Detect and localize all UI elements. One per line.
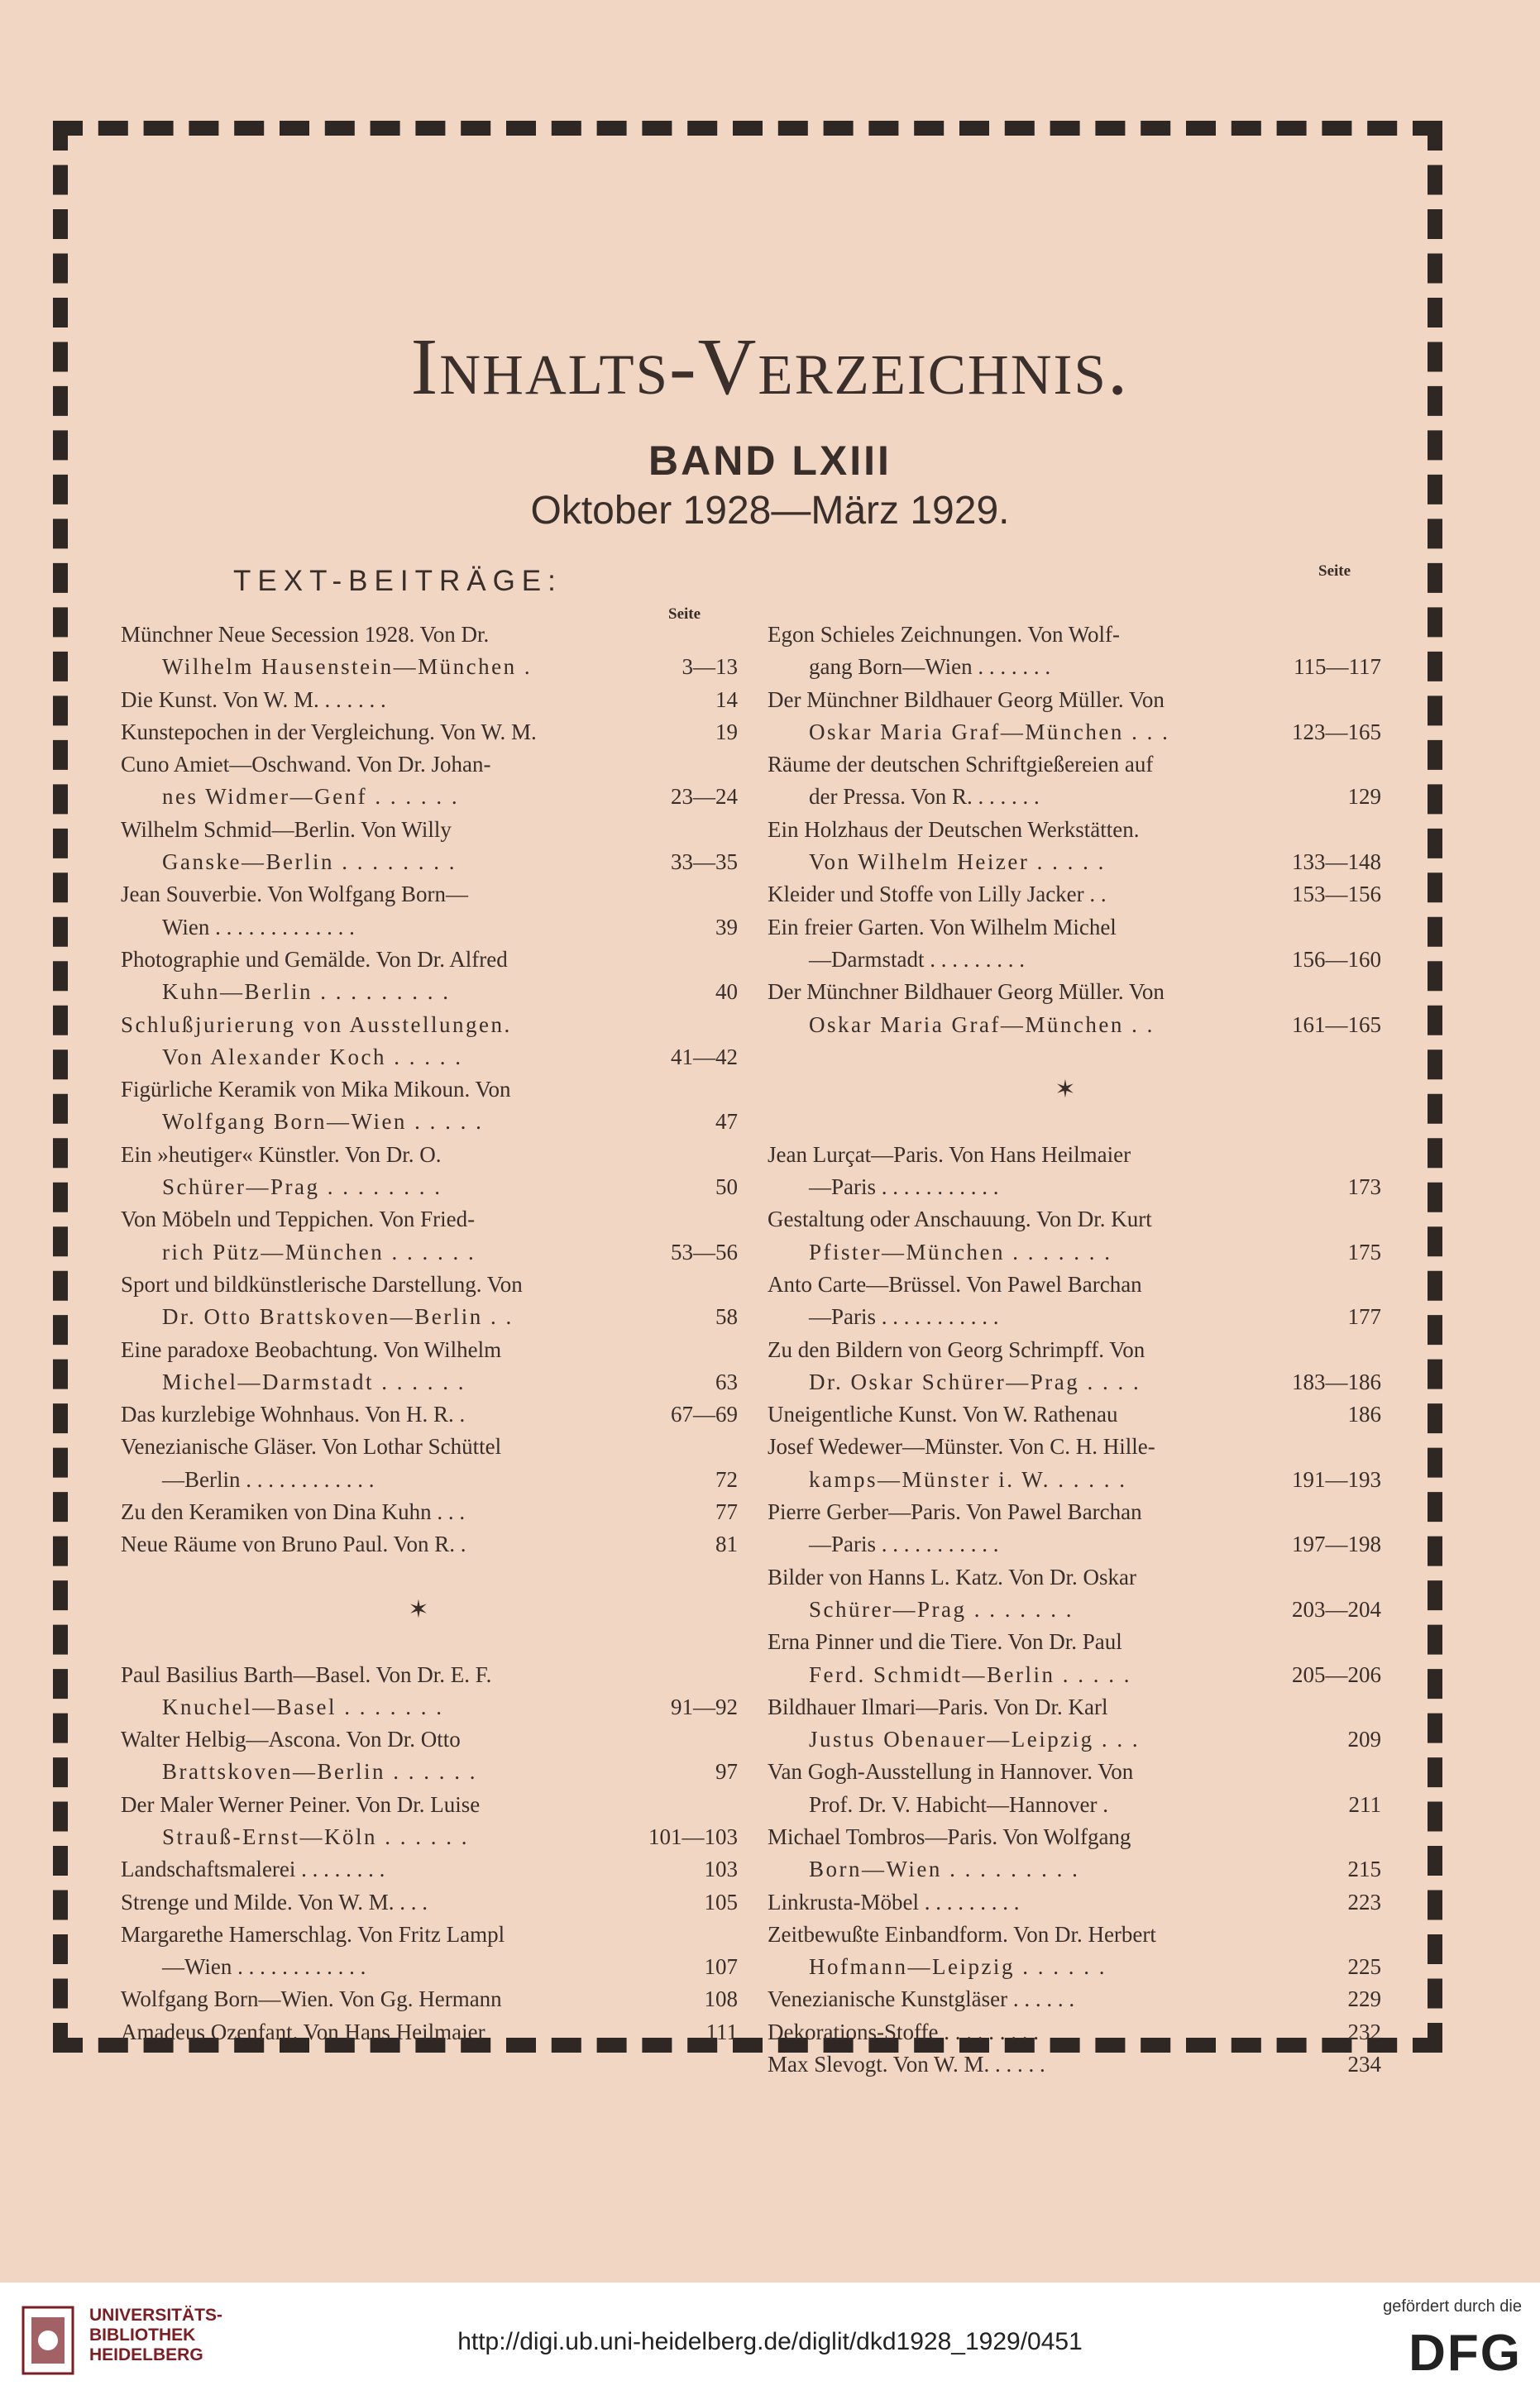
- toc-line: [121, 814, 738, 846]
- toc-entry-text: Erna Pinner und die Tiere. Von Dr. Paul: [768, 1629, 1122, 1655]
- toc-line: [121, 1398, 738, 1431]
- toc-page-number: 173: [1347, 1174, 1381, 1200]
- toc-entry-text: Kleider und Stoffe von Lilly Jacker . .: [768, 882, 1107, 907]
- toc-line: [768, 976, 1381, 1008]
- library-name: UNIVERSITÄTS- BIBLIOTHEK HEIDELBERG: [89, 2306, 223, 2364]
- toc-line: [121, 1886, 738, 1919]
- toc-entry-text: Figürliche Keramik von Mika Mikoun. Von: [121, 1077, 511, 1102]
- toc-entry-text: gang Born—Wien . . . . . . .: [809, 654, 1051, 680]
- toc-page-number: 197—198: [1292, 1532, 1381, 1557]
- dfg-logo: DFG: [1408, 2325, 1522, 2382]
- toc-entry-text: Gestaltung oder Anschauung. Von Dr. Kurt: [768, 1207, 1152, 1232]
- toc-line: [768, 878, 1381, 911]
- toc-line: [121, 651, 738, 683]
- toc-entry-text: Von Wilhelm Heizer . . . . .: [809, 849, 1106, 875]
- toc-line: [768, 684, 1381, 716]
- toc-entry-text: Schürer—Prag . . . . . . . .: [162, 1174, 442, 1200]
- funded-by-label: gefördert durch die: [1383, 2297, 1522, 2316]
- toc-entry-text: —Berlin . . . . . . . . . . . .: [162, 1466, 375, 1492]
- toc-page-number: 47: [715, 1109, 738, 1135]
- toc-line: [121, 944, 738, 976]
- toc-entry-text: Ein Holzhaus der Deutschen Werkstätten.: [768, 816, 1140, 842]
- toc-page-number: 234: [1347, 2052, 1381, 2077]
- blank-line: [121, 1626, 738, 1658]
- toc-line: [121, 1691, 738, 1723]
- toc-entry-text: Egon Schieles Zeichnungen. Von Wolf-: [768, 622, 1121, 647]
- toc-page-number: 191—193: [1292, 1466, 1381, 1492]
- toc-line: [768, 1886, 1381, 1919]
- toc-page-number: 91—92: [671, 1694, 738, 1719]
- toc-page-number: 209: [1347, 1727, 1381, 1752]
- page-title: Inhalts-Verzeichnis.: [410, 323, 1130, 412]
- toc-entry-text: —Paris . . . . . . . . . . .: [809, 1532, 999, 1557]
- toc-line: [121, 748, 738, 781]
- volume-dates: Oktober 1928—März 1929.: [530, 489, 1010, 533]
- toc-column-left: [121, 619, 738, 2048]
- toc-entry-text: Venezianische Kunstgläser . . . . . .: [768, 1986, 1075, 2012]
- toc-line: [768, 1789, 1381, 1821]
- toc-entry-text: Uneigentliche Kunst. Von W. Rathenau: [768, 1402, 1118, 1427]
- toc-entry-text: Dr. Oskar Schürer—Prag . . . .: [809, 1369, 1141, 1394]
- source-url[interactable]: http://digi.ub.uni-heidelberg.de/diglit/dkd1928_1929/0451: [457, 2328, 1083, 2355]
- toc-line: [121, 1496, 738, 1528]
- toc-line: [121, 1203, 738, 1236]
- seite-label-right: Seite: [1318, 562, 1351, 580]
- toc-page-number: 225: [1347, 1954, 1381, 1980]
- toc-entry-text: ✶: [408, 1595, 429, 1623]
- toc-entry-text: Jean Lurçat—Paris. Von Hans Heilmaier: [768, 1141, 1131, 1167]
- digitization-footer: [0, 2283, 1540, 2395]
- toc-page-number: 133—148: [1292, 849, 1381, 875]
- toc-line: [768, 2048, 1381, 2081]
- toc-entry-text: Wien . . . . . . . . . . . . .: [162, 914, 355, 939]
- toc-line: [768, 1269, 1381, 1301]
- toc-line: [768, 619, 1381, 651]
- toc-line: [121, 1983, 738, 2015]
- toc-entry-text: Schlußjurierung von Ausstellungen.: [121, 1011, 512, 1037]
- toc-entry-text: Anto Carte—Brüssel. Von Pawel Barchan: [768, 1271, 1142, 1297]
- toc-entry-text: Wilhelm Hausenstein—München .: [162, 654, 533, 680]
- toc-line: [768, 1496, 1381, 1528]
- toc-line: [768, 814, 1381, 846]
- toc-entry-text: Pierre Gerber—Paris. Von Pawel Barchan: [768, 1499, 1142, 1525]
- toc-line: [121, 1106, 738, 1138]
- toc-line: [768, 716, 1381, 748]
- toc-entry-text: Von Alexander Koch . . . . .: [162, 1044, 463, 1069]
- toc-page-number: 77: [715, 1499, 738, 1525]
- toc-entry-text: Born—Wien . . . . . . . . .: [809, 1857, 1080, 1882]
- toc-line: [768, 1659, 1381, 1691]
- toc-entry-text: der Pressa. Von R. . . . . . .: [809, 784, 1040, 810]
- toc-page-number: 129: [1347, 784, 1381, 810]
- toc-entry-text: Michael Tombros—Paris. Von Wolfgang: [768, 1824, 1131, 1849]
- toc-page-number: 19: [715, 719, 738, 744]
- toc-page-number: 111: [705, 2019, 738, 2044]
- toc-page-number: 203—204: [1292, 1596, 1381, 1622]
- toc-line: [768, 1464, 1381, 1496]
- toc-column-right: [768, 619, 1381, 2081]
- toc-line: [768, 1626, 1381, 1658]
- toc-entry-text: —Paris . . . . . . . . . . .: [809, 1304, 999, 1330]
- toc-line: [768, 1431, 1381, 1463]
- toc-entry-text: Bilder von Hanns L. Katz. Von Dr. Oskar: [768, 1564, 1136, 1589]
- toc-page-number: 103: [704, 1857, 738, 1882]
- toc-page-number: 107: [704, 1954, 738, 1980]
- toc-entry-text: rich Pütz—München . . . . . .: [162, 1239, 476, 1264]
- toc-entry-text: Brattskoven—Berlin . . . . . .: [162, 1759, 477, 1785]
- toc-line: [768, 1203, 1381, 1236]
- toc-entry-text: kamps—Münster i. W. . . . . .: [809, 1466, 1127, 1492]
- toc-entry-text: Von Möbeln und Teppichen. Von Fried-: [121, 1207, 476, 1232]
- toc-page-number: 40: [715, 979, 738, 1005]
- toc-line: [768, 1821, 1381, 1853]
- toc-entry-text: Ferd. Schmidt—Berlin . . . . .: [809, 1661, 1131, 1687]
- toc-line: [121, 976, 738, 1008]
- toc-page-number: 123—165: [1292, 719, 1381, 744]
- toc-entry-text: Pfister—München . . . . . . .: [809, 1239, 1112, 1264]
- volume-label: BAND LXIII: [648, 437, 892, 484]
- toc-entry-text: Josef Wedewer—Münster. Von C. H. Hille-: [768, 1434, 1155, 1460]
- toc-line: [768, 1594, 1381, 1626]
- toc-line: [121, 1756, 738, 1788]
- toc-entry-text: Räume der deutschen Schriftgießereien auf: [768, 752, 1154, 777]
- toc-entry-text: Strenge und Milde. Von W. M. . . .: [121, 1889, 428, 1915]
- toc-entry-text: Paul Basilius Barth—Basel. Von Dr. E. F.: [121, 1661, 492, 1687]
- toc-line: [768, 1301, 1381, 1333]
- toc-entry-text: Michel—Darmstadt . . . . . .: [162, 1369, 466, 1394]
- toc-page-number: 58: [715, 1304, 738, 1330]
- toc-entry-text: ✶: [1055, 1076, 1076, 1104]
- toc-entry-text: Ein »heutiger« Künstler. Von Dr. O.: [121, 1141, 442, 1167]
- toc-line: [768, 944, 1381, 976]
- toc-line: [768, 1951, 1381, 1983]
- toc-line: [768, 1366, 1381, 1398]
- blank-line: [768, 1106, 1381, 1138]
- toc-entry-text: Amadeus Ozenfant. Von Hans Heilmaier: [121, 2019, 485, 2044]
- toc-line: [768, 1723, 1381, 1756]
- toc-entry-text: Prof. Dr. V. Habicht—Hannover .: [809, 1791, 1108, 1817]
- toc-entry-text: —Wien . . . . . . . . . . . .: [162, 1954, 366, 1980]
- toc-page-number: 105: [704, 1889, 738, 1915]
- blank-line: [768, 1041, 1381, 1073]
- toc-page-number: 232: [1347, 2019, 1381, 2044]
- toc-entry-text: nes Widmer—Genf . . . . . .: [162, 784, 460, 810]
- toc-page-number: 67—69: [671, 1402, 738, 1427]
- toc-entry-text: Neue Räume von Bruno Paul. Von R. .: [121, 1532, 466, 1557]
- toc-entry-text: Cuno Amiet—Oschwand. Von Dr. Johan-: [121, 752, 491, 777]
- toc-line: [121, 716, 738, 748]
- toc-line: [121, 1821, 738, 1853]
- toc-entry-text: Eine paradoxe Beobachtung. Von Wilhelm: [121, 1336, 502, 1362]
- toc-page-number: 53—56: [671, 1239, 738, 1264]
- toc-line: [768, 781, 1381, 813]
- toc-line: [768, 1139, 1381, 1171]
- toc-line: [121, 1073, 738, 1106]
- toc-line: [121, 1464, 738, 1496]
- toc-page-number: 14: [715, 686, 738, 712]
- toc-page-number: 101—103: [648, 1824, 738, 1849]
- toc-entry-text: Van Gogh-Ausstellung in Hannover. Von: [768, 1759, 1134, 1785]
- toc-page-number: 39: [715, 914, 738, 939]
- toc-line: [121, 1171, 738, 1203]
- toc-line: [121, 1236, 738, 1269]
- toc-entry-text: Der Münchner Bildhauer Georg Müller. Von: [768, 979, 1165, 1005]
- toc-entry-text: Justus Obenauer—Leipzig . . .: [809, 1727, 1141, 1752]
- toc-page-number: 97: [715, 1759, 738, 1785]
- toc-page-number: 161—165: [1292, 1011, 1381, 1037]
- toc-entry-text: Dr. Otto Brattskoven—Berlin . .: [162, 1304, 514, 1330]
- toc-line: [768, 1853, 1381, 1886]
- toc-entry-text: Das kurzlebige Wohnhaus. Von H. R. .: [121, 1402, 466, 1427]
- toc-page-number: 3—13: [682, 654, 738, 680]
- toc-line: [121, 911, 738, 944]
- toc-line: [121, 1528, 738, 1561]
- toc-entry-text: Jean Souverbie. Von Wolfgang Born—: [121, 882, 469, 907]
- toc-line: [768, 846, 1381, 878]
- blank-line: [121, 1561, 738, 1594]
- toc-page-number: 229: [1347, 1986, 1381, 2012]
- toc-page-number: 108: [704, 1986, 738, 2012]
- toc-line: [768, 1561, 1381, 1594]
- toc-page-number: 211: [1348, 1791, 1381, 1817]
- toc-entry-text: Zeitbewußte Einbandform. Von Dr. Herbert: [768, 1921, 1156, 1947]
- toc-page-number: 175: [1347, 1239, 1381, 1264]
- toc-entry-text: Sport und bildkünstlerische Darstellung. Von: [121, 1271, 523, 1297]
- toc-entry-text: Ein freier Garten. Von Wilhelm Michel: [768, 914, 1117, 939]
- toc-page-number: 81: [715, 1532, 738, 1557]
- toc-entry-text: Der Maler Werner Peiner. Von Dr. Luise: [121, 1791, 481, 1817]
- toc-line: [768, 1398, 1381, 1431]
- toc-line: [768, 651, 1381, 683]
- toc-entry-text: Oskar Maria Graf—München . . .: [809, 719, 1170, 744]
- toc-line: [121, 1009, 738, 1041]
- toc-entry-text: Linkrusta-Möbel . . . . . . . . .: [768, 1889, 1020, 1915]
- section-separator-star: [768, 1073, 1381, 1106]
- toc-line: [121, 684, 738, 716]
- toc-entry-text: Venezianische Gläser. Von Lothar Schüttel: [121, 1434, 502, 1460]
- toc-entry-text: Zu den Bildern von Georg Schrimpff. Von: [768, 1336, 1145, 1362]
- toc-line: [121, 1431, 738, 1463]
- toc-line: [768, 1691, 1381, 1723]
- toc-page-number: 50: [715, 1174, 738, 1200]
- toc-entry-text: Kuhn—Berlin . . . . . . . . .: [162, 979, 451, 1005]
- toc-entry-text: Wolfgang Born—Wien . . . . .: [162, 1109, 484, 1135]
- toc-entry-text: Bildhauer Ilmari—Paris. Von Dr. Karl: [768, 1694, 1108, 1719]
- toc-line: [768, 1528, 1381, 1561]
- toc-entry-text: Wolfgang Born—Wien. Von Gg. Hermann: [121, 1986, 502, 2012]
- toc-entry-text: Strauß-Ernst—Köln . . . . . .: [162, 1824, 469, 1849]
- toc-line: [768, 1009, 1381, 1041]
- toc-line: [768, 1171, 1381, 1203]
- toc-line: [121, 2016, 738, 2048]
- toc-line: [768, 1919, 1381, 1951]
- toc-entry-text: Max Slevogt. Von W. M. . . . . .: [768, 2052, 1045, 2077]
- toc-entry-text: Margarethe Hamerschlag. Von Fritz Lampl: [121, 1921, 505, 1947]
- toc-entry-text: Landschaftsmalerei . . . . . . . .: [121, 1857, 385, 1882]
- toc-line: [121, 781, 738, 813]
- toc-page-number: 186: [1347, 1402, 1381, 1427]
- toc-line: [121, 1951, 738, 1983]
- toc-line: [768, 1236, 1381, 1269]
- toc-page-number: 115—117: [1294, 654, 1381, 680]
- toc-entry-text: Walter Helbig—Ascona. Von Dr. Otto: [121, 1727, 461, 1752]
- toc-line: [121, 1919, 738, 1951]
- toc-line: [121, 878, 738, 911]
- toc-line: [121, 1334, 738, 1366]
- toc-line: [121, 1269, 738, 1301]
- toc-page-number: 156—160: [1292, 946, 1381, 972]
- toc-entry-text: Knuchel—Basel . . . . . . .: [162, 1694, 444, 1719]
- toc-entry-text: —Paris . . . . . . . . . . .: [809, 1174, 999, 1200]
- toc-line: [121, 1789, 738, 1821]
- toc-entry-text: Münchner Neue Secession 1928. Von Dr.: [121, 622, 490, 647]
- toc-page-number: 183—186: [1292, 1369, 1381, 1394]
- toc-page-number: 72: [715, 1466, 738, 1492]
- toc-entry-text: Zu den Keramiken von Dina Kuhn . . .: [121, 1499, 466, 1525]
- toc-page-number: 177: [1347, 1304, 1381, 1330]
- toc-line: [768, 748, 1381, 781]
- toc-entry-text: Kunstepochen in der Vergleichung. Von W. M.: [121, 719, 537, 744]
- toc-line: [768, 1983, 1381, 2015]
- toc-page-number: 41—42: [671, 1044, 738, 1069]
- toc-page-number: 205—206: [1292, 1661, 1381, 1687]
- toc-page-number: 63: [715, 1369, 738, 1394]
- toc-line: [121, 1301, 738, 1333]
- toc-line: [121, 1853, 738, 1886]
- toc-line: [121, 1723, 738, 1756]
- toc-line: [768, 911, 1381, 944]
- toc-entry-text: Die Kunst. Von W. M. . . . . . .: [121, 686, 386, 712]
- toc-line: [121, 619, 738, 651]
- toc-page-number: 223: [1347, 1889, 1381, 1915]
- toc-entry-text: —Darmstadt . . . . . . . . .: [809, 946, 1025, 972]
- toc-entry-text: Hofmann—Leipzig . . . . . .: [809, 1954, 1107, 1980]
- toc-entry-text: Oskar Maria Graf—München . .: [809, 1011, 1155, 1037]
- section-separator-star: [121, 1594, 738, 1626]
- toc-line: [121, 1139, 738, 1171]
- toc-entry-text: Photographie und Gemälde. Von Dr. Alfred: [121, 946, 508, 972]
- toc-line: [768, 1756, 1381, 1788]
- toc-line: [121, 1041, 738, 1073]
- toc-line: [121, 1659, 738, 1691]
- toc-entry-text: Der Münchner Bildhauer Georg Müller. Von: [768, 686, 1165, 712]
- toc-entry-text: Wilhelm Schmid—Berlin. Von Willy: [121, 816, 452, 842]
- seite-label-left: Seite: [668, 605, 701, 623]
- toc-line: [121, 846, 738, 878]
- toc-page-number: 33—35: [671, 849, 738, 875]
- toc-page-number: 23—24: [671, 784, 738, 810]
- toc-entry-text: Dekorations-Stoffe . . . . . . . . .: [768, 2019, 1039, 2044]
- toc-line: [121, 1366, 738, 1398]
- toc-line: [768, 2016, 1381, 2048]
- toc-page-number: 215: [1347, 1857, 1381, 1882]
- toc-page-number: 153—156: [1292, 882, 1381, 907]
- toc-line: [768, 1334, 1381, 1366]
- section-title: TEXT-BEITRÄGE:: [233, 565, 562, 597]
- toc-entry-text: Schürer—Prag . . . . . . .: [809, 1596, 1074, 1622]
- toc-entry-text: Ganske—Berlin . . . . . . . .: [162, 849, 457, 875]
